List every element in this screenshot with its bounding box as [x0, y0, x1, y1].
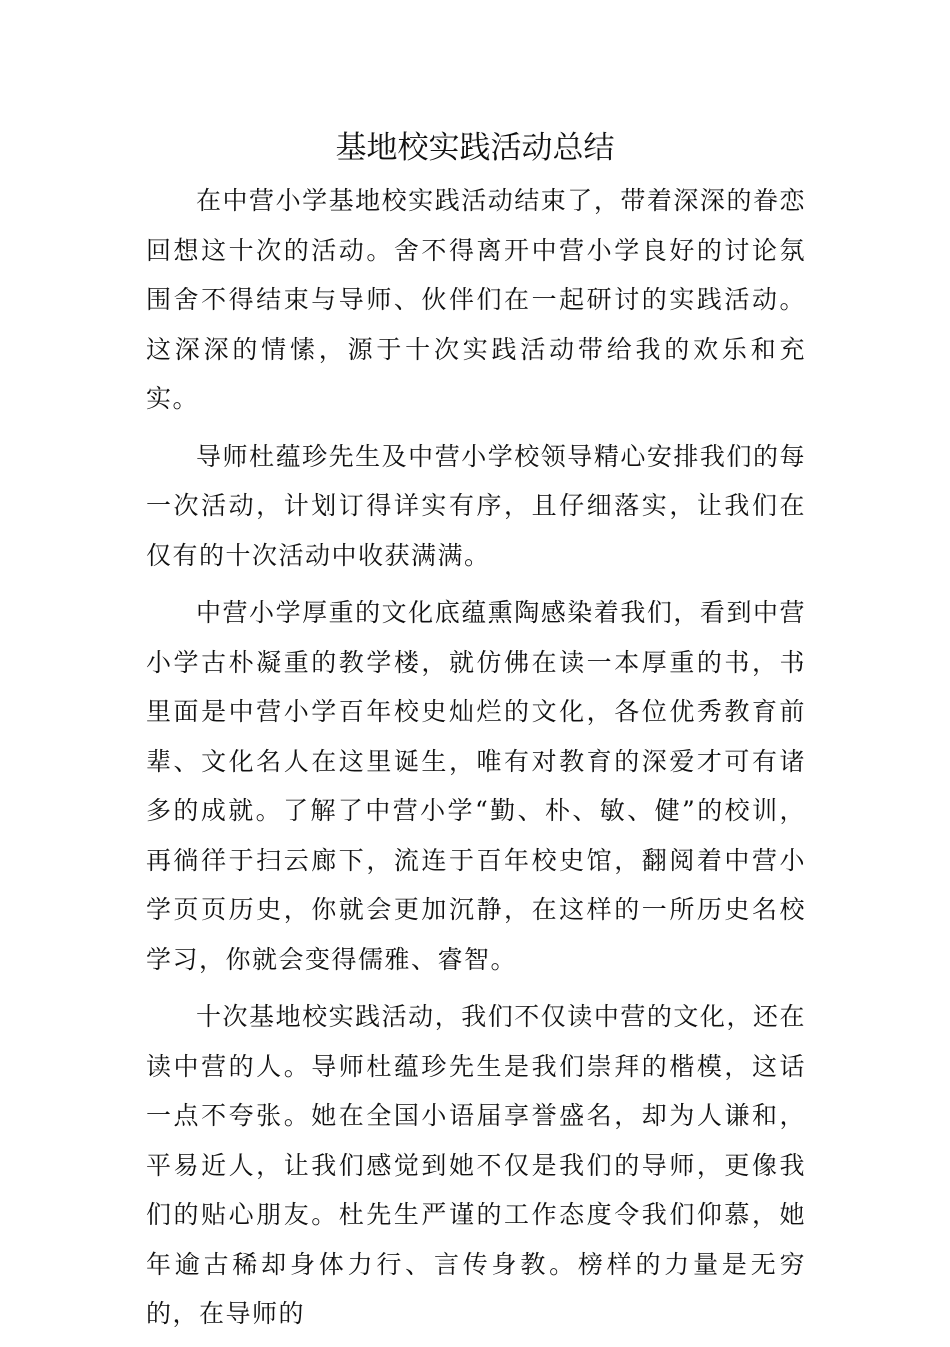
- paragraph: 十次基地校实践活动，我们不仅读中营的文化，还在读中营的人。导师杜蕴珍先生是我们崇拜的楷模，这话一点不夸张。她在全国小语届享誉盛名，却为人谦和，平易近人，让我们感觉到她不仅是我们的导师，更像我们的贴心朋友。杜先生严谨的工作态度令我们仰慕，她年逾古稀却身体力行、言传身教。榜样的力量是无穷的，在导师的: [146, 1002, 806, 1328]
- document-title: 基地校实践活动总结: [335, 130, 615, 166]
- paragraph: 在中营小学基地校实践活动结束了，带着深深的眷恋回想这十次的活动。舍不得离开中营小学良好的讨论氛围舍不得结束与导师、伙伴们在一起研讨的实践活动。这深深的情愫，源于十次实践活动带给我的欢乐和充实。: [146, 186, 806, 413]
- document-body: [146, 176, 806, 1347]
- paragraph: 导师杜蕴珍先生及中营小学校领导精心安排我们的每一次活动，计划订得详实有序，且仔细落实，让我们在仅有的十次活动中收获满满。: [146, 441, 806, 570]
- paragraph: 中营小学厚重的文化底蕴熏陶感染着我们，看到中营小学古朴凝重的教学楼，就仿佛在读一本厚重的书，书里面是中营小学百年校史灿烂的文化，各位优秀教育前辈、文化名人在这里诞生，唯有对教育的深爱才可有诸多的成就。了解了中营小学“勤、朴、敏、健”的校训，再徜徉于扫云廊下，流连于百年校史馆，翻阅着中营小学页页历史，你就会更加沉静，在这样的一所历史名校学习，你就会变得儒雅、睿智。: [146, 598, 806, 974]
